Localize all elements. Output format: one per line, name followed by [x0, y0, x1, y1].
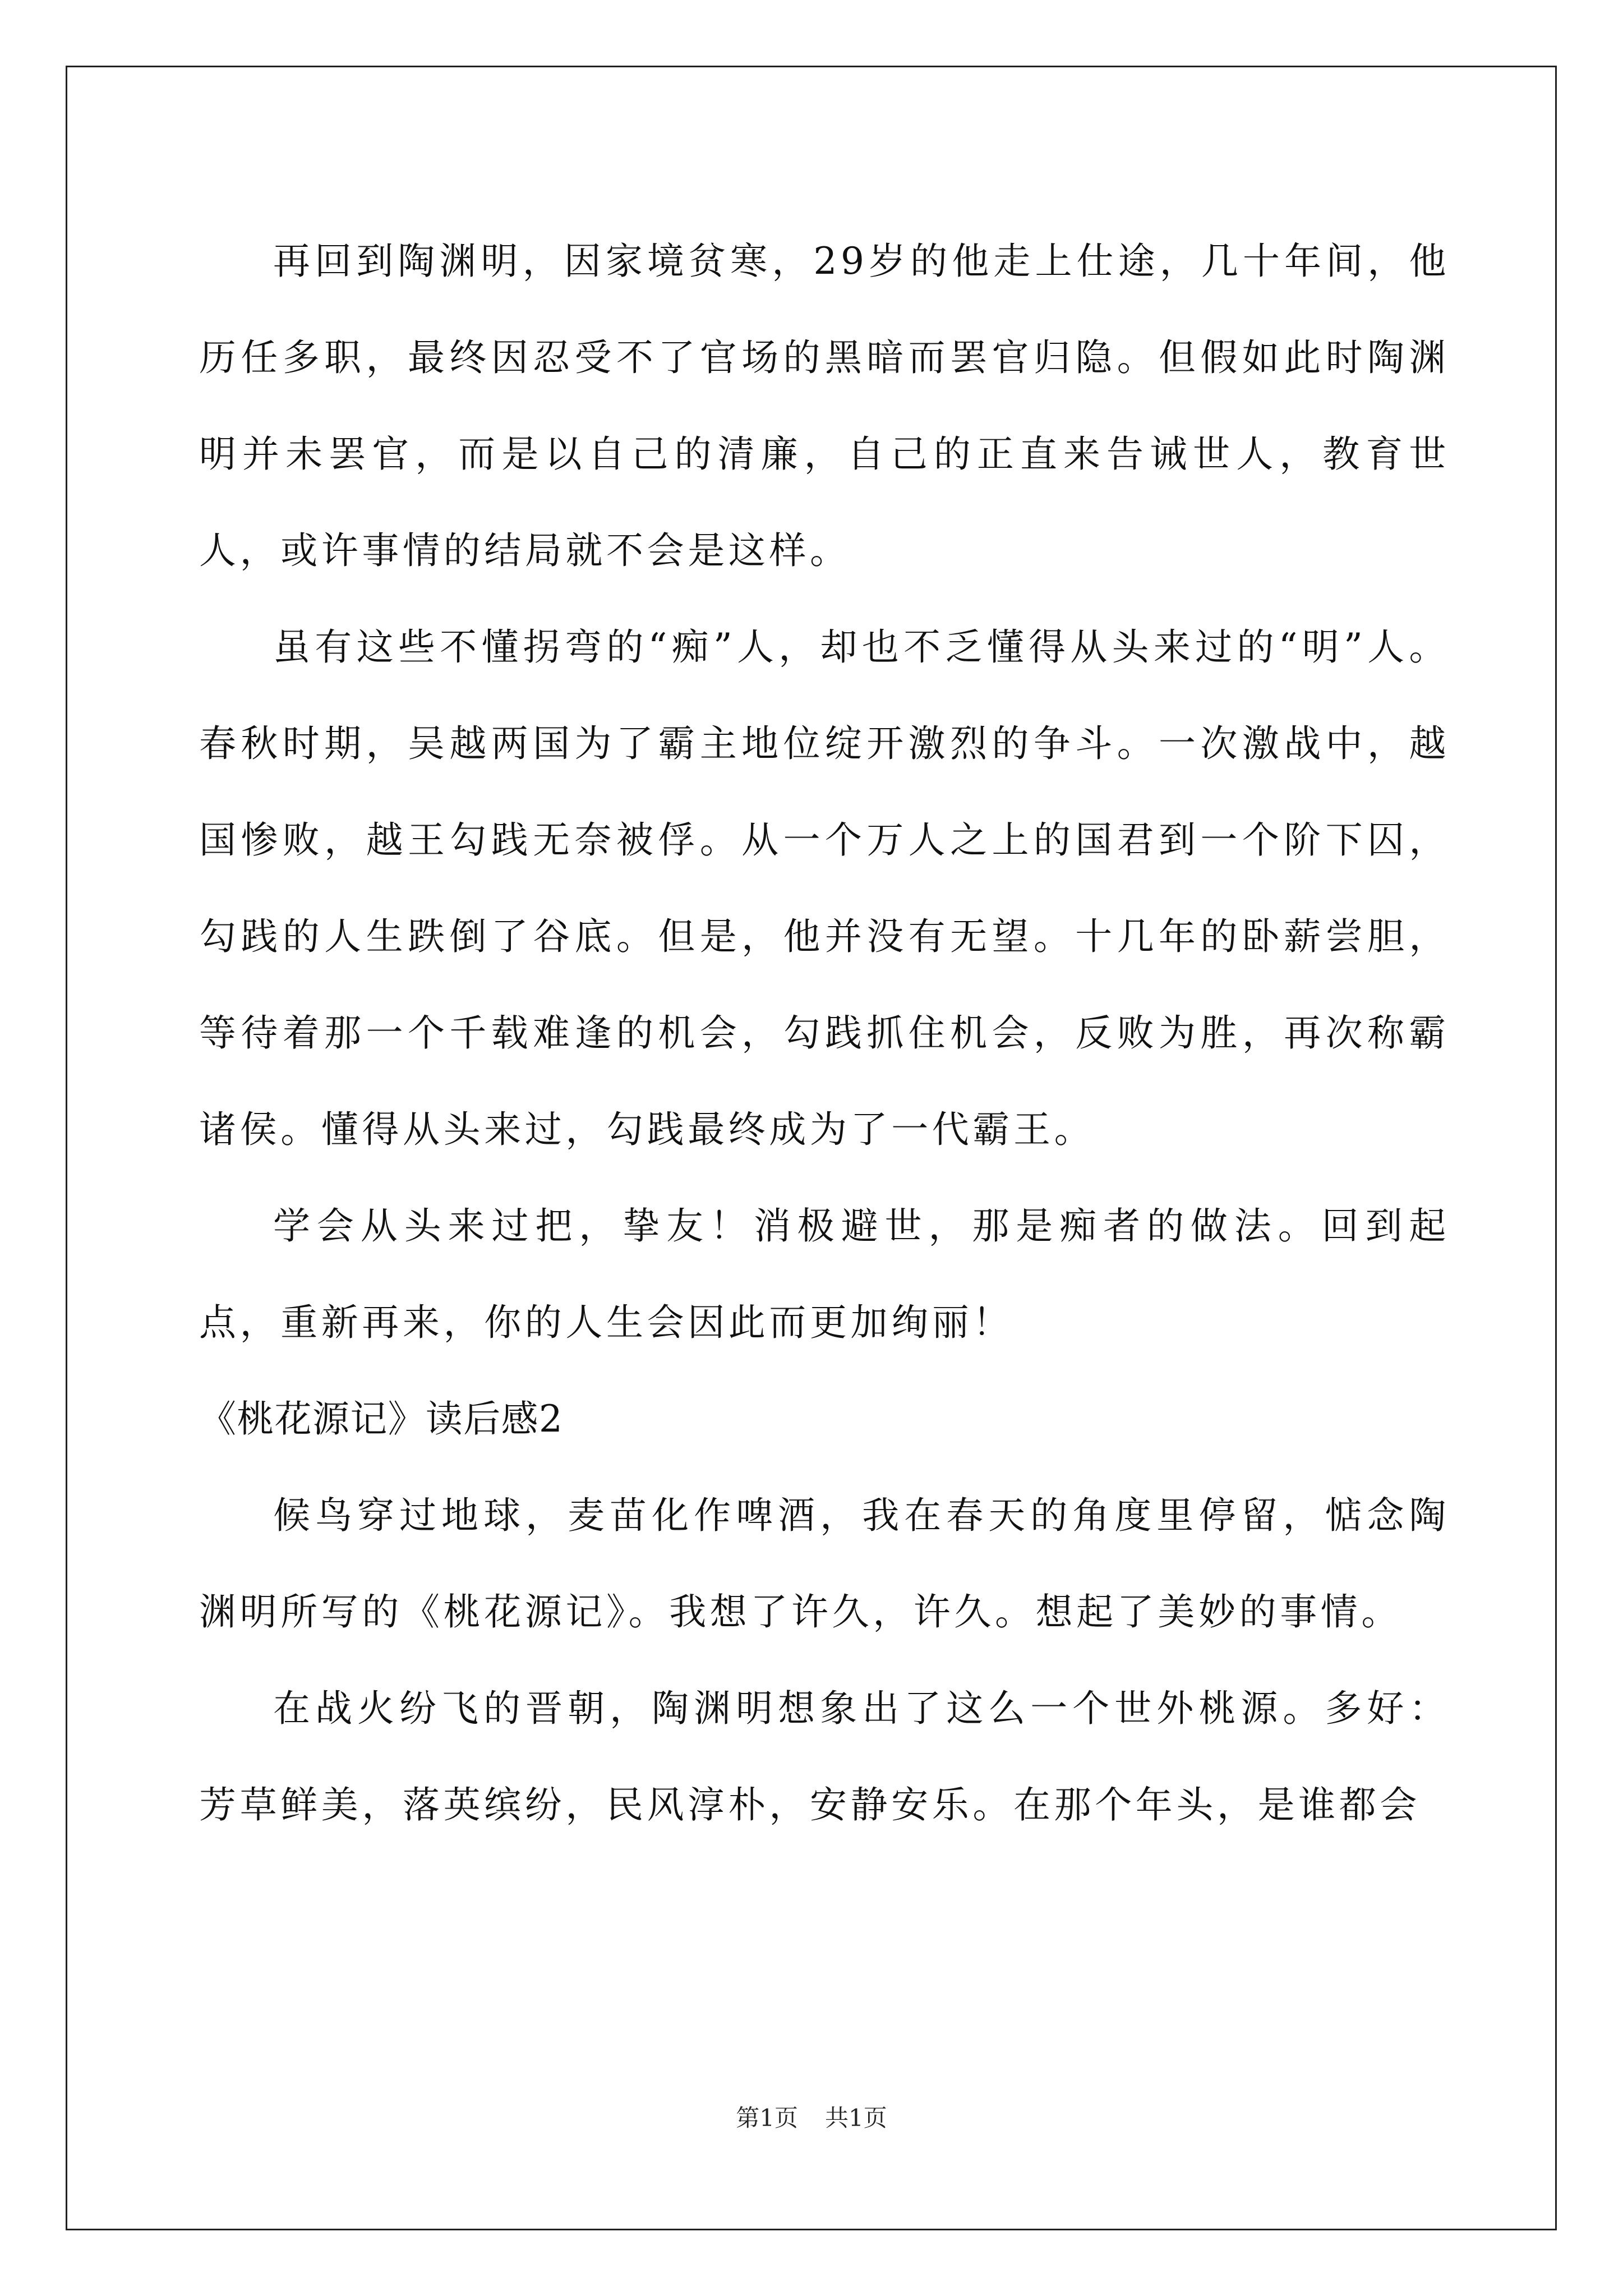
paragraph: 再回到陶渊明，因家境贫寒，29岁的他走上仕途，几十年间，他历任多职，最终因忍受不了官场的黑暗而罢官归隐。但假如此时陶渊明并未罢官，而是以自己的清廉，自己的正直来告诫世人，教育世人，或许事情的结局就不会是这样。 — [199, 240, 1450, 572]
page-number-total: 共1页 — [825, 2104, 887, 2132]
document-body — [199, 213, 1450, 1853]
page-number-current: 第1页 — [736, 2104, 798, 2132]
paragraph: 在战火纷飞的晋朝，陶渊明想象出了这么一个世外桃源。多好：芳草鲜美，落英缤纷，民风淳朴，安静安乐。在那个年头，是谁都会 — [199, 1687, 1450, 1826]
paragraph: 虽有这些不懂拐弯的“痴”人，却也不乏懂得从头来过的“明”人。春秋时期，吴越两国为了霸主地位绽开激烈的争斗。一次激战中，越国惨败，越王勾践无奈被俘。从一个万人之上的国君到一个阶下囚，勾践的人生跌倒了谷底。但是，他并没有无望。十几年的卧薪尝胆，等待着那一个千载难逢的机会，勾践抓住机会，反败为胜，再次称霸诸侯。懂得从头来过，勾践最终成为了一代霸王。 — [199, 625, 1450, 1151]
page-footer — [0, 2102, 1623, 2134]
paragraph: 学会从头来过把，挚友！消极避世，那是痴者的做法。回到起点，重新再来，你的人生会因此而更加绚丽！ — [199, 1204, 1450, 1344]
section-heading: 《桃花源记》读后感2 — [199, 1397, 564, 1441]
paragraph: 候鸟穿过地球，麦苗化作啤酒，我在春天的角度里停留，惦念陶渊明所写的《桃花源记》。我想了许久，许久。想起了美妙的事情。 — [199, 1494, 1450, 1634]
